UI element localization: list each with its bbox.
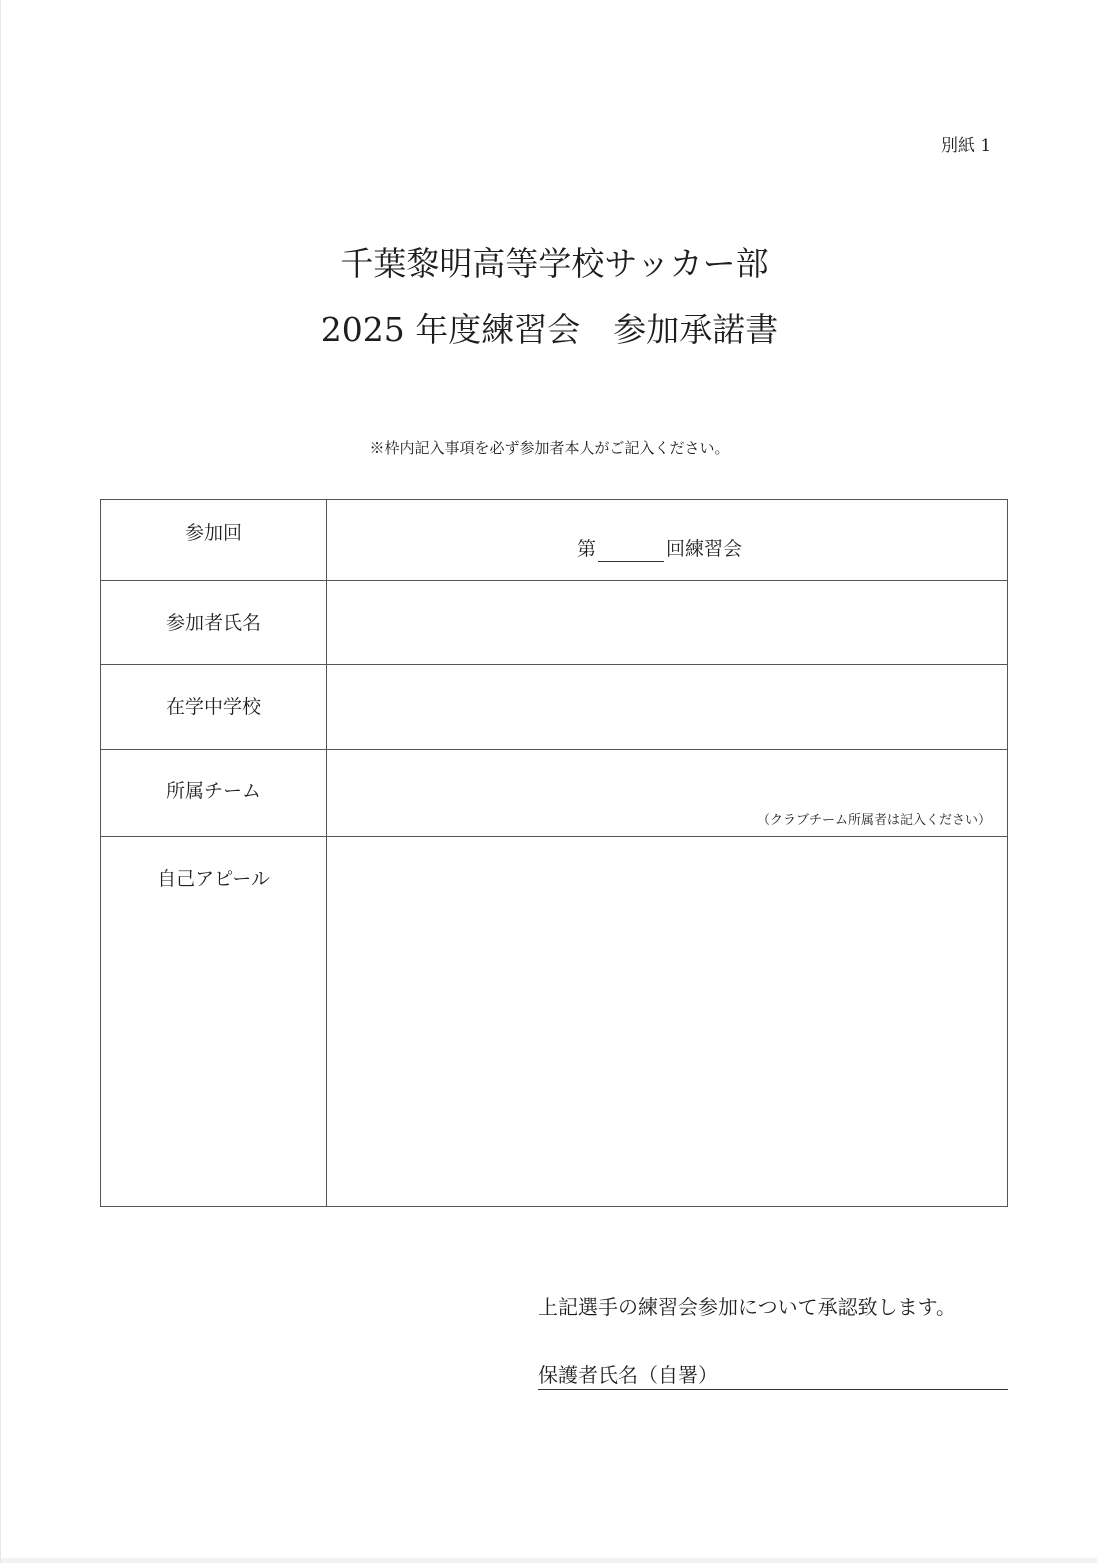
- form-row-team: [101, 750, 1007, 837]
- form-row-self-pr: [101, 837, 1007, 1206]
- form-row-session: [101, 500, 1007, 581]
- self-pr-field[interactable]: [327, 837, 1007, 1206]
- team-label: 所属チーム: [165, 780, 261, 802]
- session-number-line: [577, 536, 742, 562]
- page-bottom-edge: [1, 1558, 1097, 1563]
- guardian-signature-label: 保護者氏名（自署）: [538, 1363, 718, 1387]
- self-pr-label: 自己アピール: [157, 868, 270, 890]
- participant-name-label-cell: [101, 581, 327, 664]
- session-label-cell: [101, 500, 327, 580]
- club-team-note: （クラブチーム所属者は記入ください）: [756, 813, 991, 828]
- session-number-blank[interactable]: [598, 539, 664, 562]
- document-title-line-1: 千葉黎明高等学校サッカー部: [340, 244, 769, 283]
- form-row-participant-name: [101, 581, 1007, 665]
- junior-high-label-cell: [101, 665, 327, 749]
- session-value-cell[interactable]: [327, 500, 1007, 580]
- document-title-line-2: 2025 年度練習会 参加承諾書: [320, 310, 779, 349]
- appendix-label: 別紙 1: [941, 136, 992, 156]
- session-label: 参加回: [184, 522, 242, 544]
- junior-high-field[interactable]: [327, 665, 1007, 749]
- session-prefix: 第: [577, 538, 597, 560]
- participant-name-field[interactable]: [327, 581, 1007, 664]
- application-form-table: [100, 499, 1008, 1207]
- instruction-note: ※枠内記入事項を必ず参加者本人がご記入ください。: [369, 439, 730, 457]
- guardian-signature-line[interactable]: [538, 1361, 1008, 1390]
- session-suffix: 回練習会: [666, 538, 743, 560]
- junior-high-label: 在学中学校: [165, 696, 261, 718]
- self-pr-label-cell: [101, 837, 327, 1206]
- participant-name-label: 参加者氏名: [165, 612, 261, 634]
- approval-statement: 上記選手の練習会参加について承認致します。: [538, 1295, 956, 1319]
- team-label-cell: [101, 750, 327, 836]
- form-row-junior-high: [101, 665, 1007, 750]
- team-field[interactable]: [327, 750, 1007, 836]
